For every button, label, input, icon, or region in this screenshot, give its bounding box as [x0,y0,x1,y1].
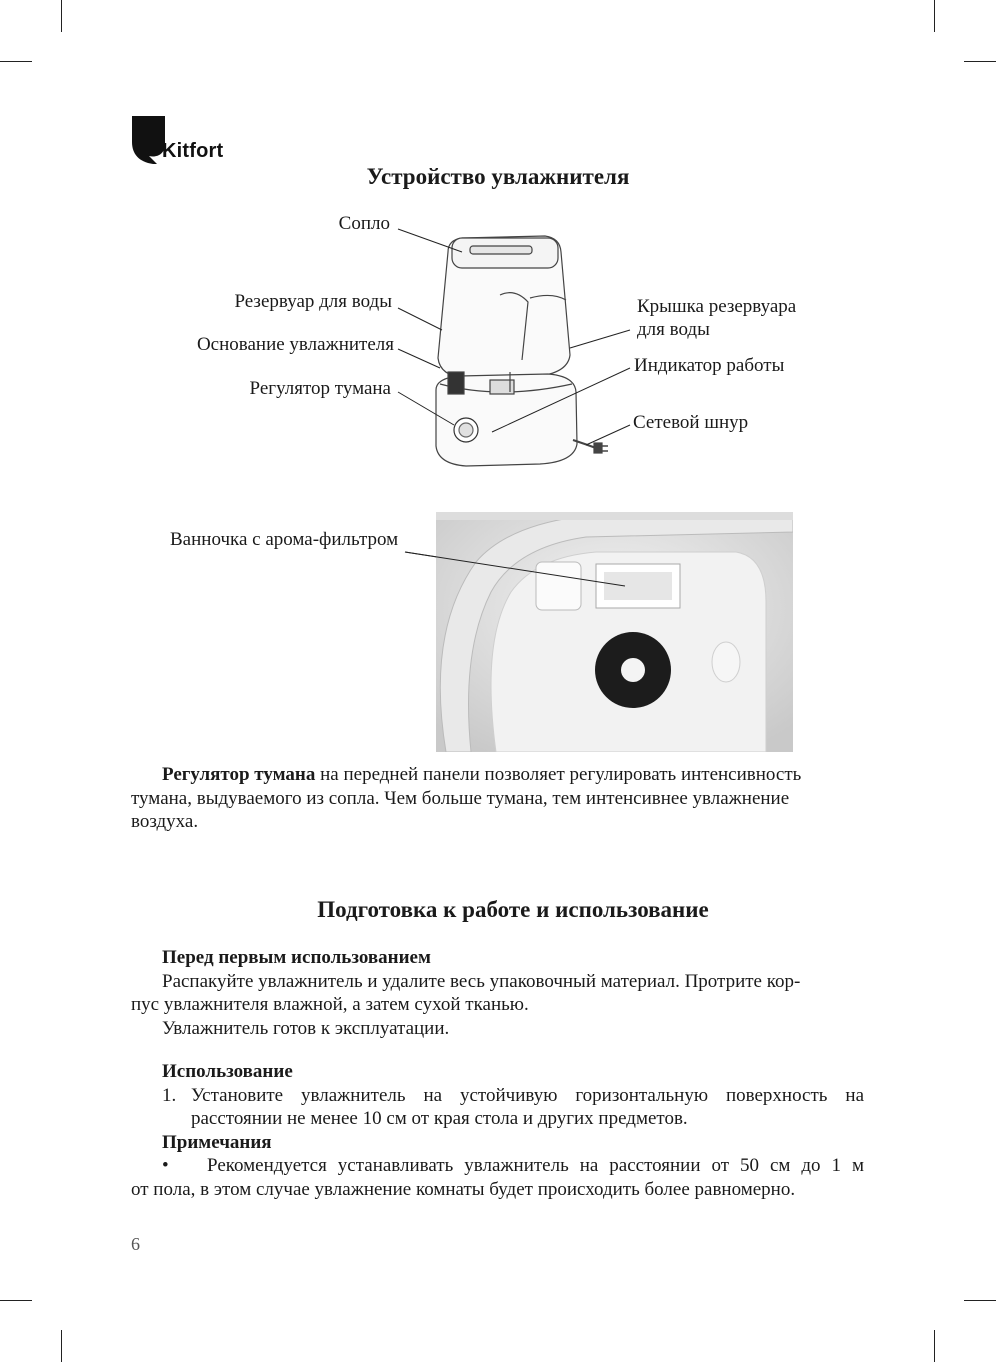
label-tank-lid [637,295,796,341]
before-first-use-block [131,946,864,1040]
notes-heading: Примечания [162,1131,272,1153]
before-first-use-heading: Перед первым использованием [162,947,431,968]
usage-heading: Использование [162,1061,293,1082]
section-title-device: Устройство увлажнителя [366,164,630,189]
mist-regulator-term: Регулятор тумана [162,764,316,785]
crop-mark [0,1300,32,1301]
crop-mark [964,1300,996,1301]
label-aroma-tray: Ванночка с арома-фильтром [170,529,399,550]
label-indicator: Индикатор работы [634,355,785,376]
crop-mark [61,1330,62,1362]
before-first-use-line2: пус увлажнителя влажной, а затем сухой тканью. [131,994,529,1015]
page-number: 6 [131,1234,140,1254]
usage-item1-number: 1. [162,1084,177,1106]
crop-mark [934,1330,935,1362]
aroma-tray-photo [436,512,793,752]
label-water-tank: Резервуар для воды [234,291,392,312]
description-line3: воздуха. [131,811,199,832]
usage-block [131,1060,864,1201]
brand-name: Kitfort [162,140,224,162]
before-first-use-line1: Распакуйте увлажнитель и удалите весь упаковочный материал. Протрите кор- [162,970,801,992]
label-tank-lid-line2: для воды [637,319,710,340]
label-nozzle: Сопло [338,213,390,234]
notes-line1: Рекомендуется устанавливать увлажнитель на расстоянии от 50 см до 1 м [207,1155,864,1176]
description-line1: на передней панели позволяет регулировать интенсивность [315,764,802,785]
label-tank-lid-line1: Крышка резервуара [637,296,797,317]
notes-line2: от пола, в этом случае увлажнение комнаты будет происходить более равномерно. [131,1178,796,1200]
label-mist-regulator: Регулятор тумана [249,378,391,399]
notes-bullet: • [162,1155,169,1176]
description-line2: тумана, выдуваемого из сопла. Чем больше тумана, тем интенсивнее увлажнение [131,787,790,809]
label-power-cord: Сетевой шнур [633,412,749,433]
usage-item1-line2: расстоянии не менее 10 см от края стола и других предметов. [191,1108,688,1129]
label-humidifier-base: Основание увлажнителя [196,334,394,355]
section-title-preparation: Подготовка к работе и использование [317,897,709,922]
usage-item1-line1: Установите увлажнитель на устойчивую горизонтальную поверхность на [191,1084,864,1106]
mist-regulator-description [131,763,864,834]
before-first-use-line3: Увлажнитель готов к эксплуатации. [162,1017,450,1039]
